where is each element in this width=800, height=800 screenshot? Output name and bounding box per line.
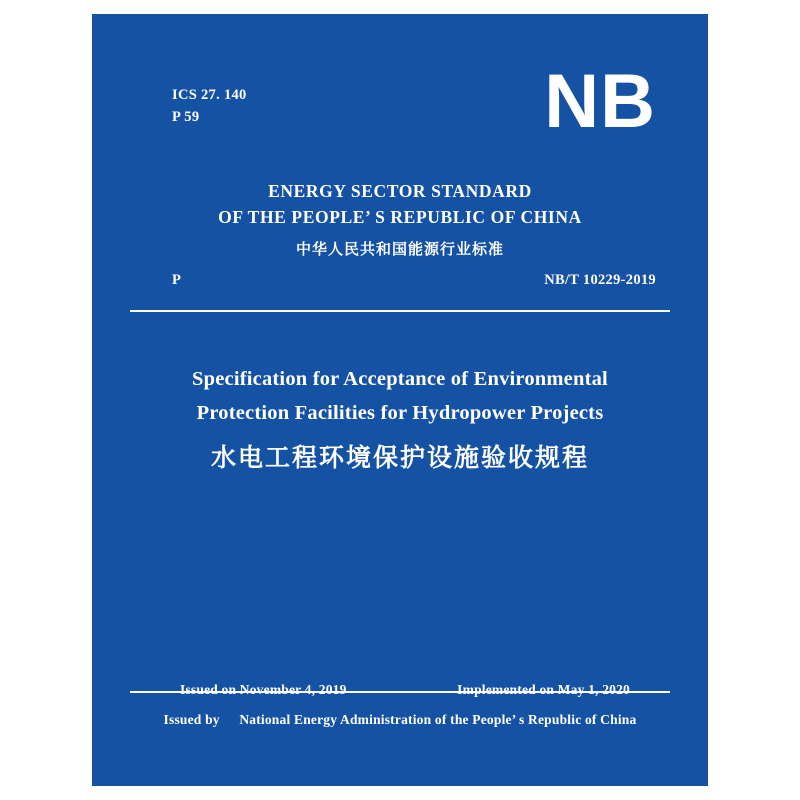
title-english-line-2: Protection Facilities for Hydropower Projects	[196, 402, 604, 424]
issued-date: Issued on November 4, 2019	[180, 682, 347, 697]
issuing-organization	[92, 178, 708, 264]
implemented-date: Implemented on May 1, 2020	[457, 682, 630, 697]
divider-top	[130, 310, 670, 312]
title-chinese: 水电工程环境保护设施验收规程	[210, 443, 589, 472]
category-code: P 59	[172, 109, 200, 125]
issuer-row	[92, 712, 708, 728]
standard-number: NB/T 10229-2019	[544, 272, 656, 288]
title-english-line-1: Specification for Acceptance of Environmental	[192, 368, 608, 390]
date-row	[180, 682, 630, 698]
standard-cover	[92, 14, 708, 786]
issued-by-label: Issued by	[163, 712, 220, 727]
standard-classification: P	[172, 272, 182, 288]
standard-number-row	[172, 272, 656, 289]
ics-code: ICS 27. 140	[172, 87, 247, 103]
organization-line-1: ENERGY SECTOR STANDARD	[268, 181, 532, 201]
organization-line-2: OF THE PEOPLE’ S REPUBLIC OF CHINA	[218, 207, 582, 227]
classification-codes	[172, 84, 247, 128]
document-title	[92, 362, 708, 480]
organization-line-chinese: 中华人民共和国能源行业标准	[295, 240, 504, 258]
nb-logo: NB	[544, 59, 656, 144]
issuer-name: National Energy Administration of the People’ s Republic of China	[239, 712, 637, 727]
